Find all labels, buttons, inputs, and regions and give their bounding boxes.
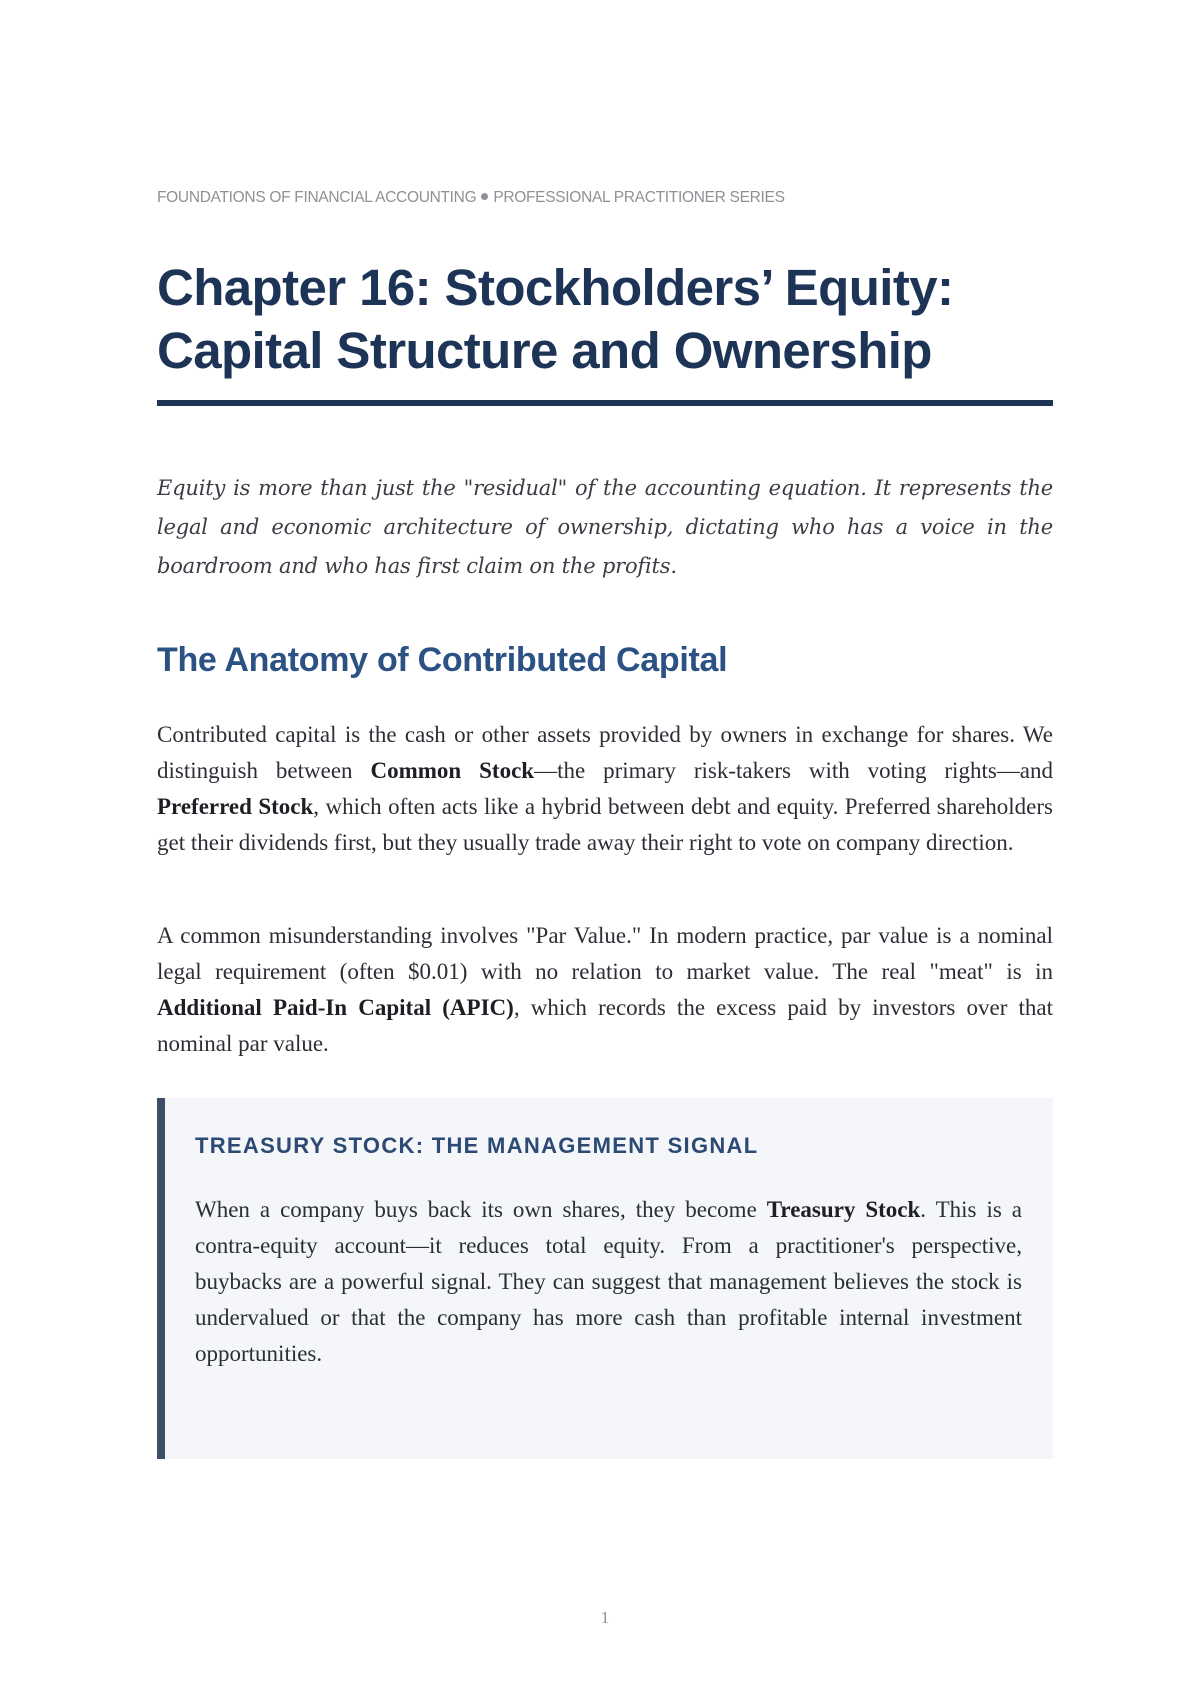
paragraph-text: , which records the excess paid by investors over that nominal par value. [157, 995, 1054, 1056]
paragraph-text: Contributed capital is the cash or other assets provided by owners in exchange for shares. We distinguish between [157, 722, 1053, 783]
term-treasury-stock: Treasury Stock [766, 1197, 921, 1222]
paragraph-contributed-capital [157, 717, 1053, 861]
series-header [157, 189, 785, 207]
series-label-right: PROFESSIONAL PRACTITIONER SERIES [493, 189, 785, 206]
chapter-title-line-1: Chapter 16: Stockholders’ Equity: [157, 259, 954, 316]
paragraph-par-value [157, 918, 1053, 1062]
title-divider [157, 400, 1053, 406]
chapter-title [157, 256, 1053, 382]
document-page [157, 0, 1053, 1696]
callout-text: . This is a contra-equity account—it reduces total equity. From a practitioner's perspective, buybacks are a powerful signal. They can suggest that management believes the stock is undervalued or that the company has more cash than profitable internal investment opportunities. [195, 1197, 1022, 1366]
callout-title: TREASURY STOCK: THE MANAGEMENT SIGNAL [195, 1133, 759, 1158]
series-label-left: FOUNDATIONS OF FINANCIAL ACCOUNTING [157, 189, 477, 206]
term-apic: Additional Paid-In Capital (APIC) [157, 995, 514, 1020]
paragraph-text: , which often acts like a hybrid between debt and equity. Preferred shareholders get their dividends first, but they usually trade away their right to vote on company direction. [157, 794, 1054, 855]
section-heading: The Anatomy of Contributed Capital [157, 641, 728, 679]
term-preferred-stock: Preferred Stock [157, 794, 314, 819]
paragraph-text: —the primary risk-takers with voting rights—and [534, 758, 1053, 783]
intro-lede: Equity is more than just the "residual" of the accounting equation. It represents the legal and economic architecture of ownership, dictating who has a voice in the boardroom and who has first claim on the profits. [157, 476, 1053, 578]
bullet-separator-icon [481, 193, 488, 200]
callout-body [195, 1192, 1022, 1372]
page-number: 1 [600, 1608, 610, 1627]
treasury-stock-callout [157, 1098, 1053, 1459]
term-common-stock: Common Stock [370, 758, 535, 783]
callout-text: When a company buys back its own shares, they become [195, 1197, 767, 1222]
chapter-title-line-2: Capital Structure and Ownership [157, 322, 932, 379]
paragraph-text: A common misunderstanding involves "Par Value." In modern practice, par value is a nominal legal requirement (often $0.01) with no relation to market value. The real "meat" is in [157, 923, 1053, 984]
